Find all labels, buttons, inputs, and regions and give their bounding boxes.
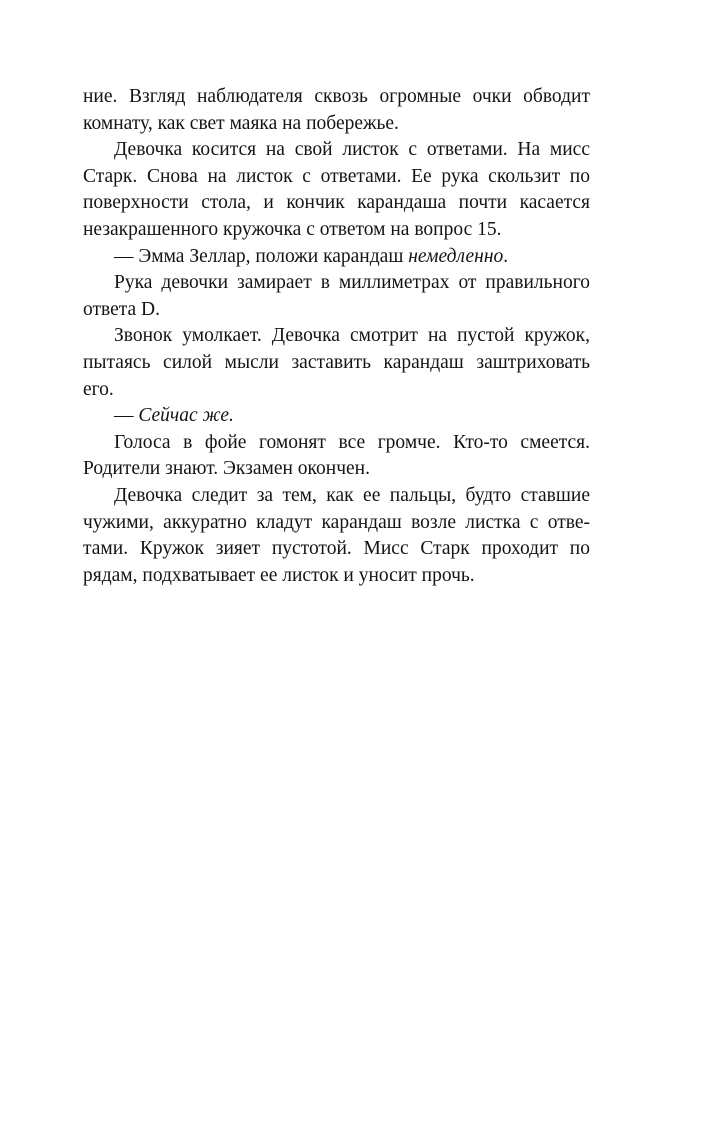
- text-run: ние. Взгляд наблюдателя сквозь огромные очки обводит: [83, 86, 590, 107]
- text-line: [83, 164, 590, 191]
- italic-text: Сейчас же.: [138, 405, 234, 427]
- text-line: [83, 350, 590, 377]
- paragraph: [83, 244, 590, 271]
- text-line: [83, 111, 590, 138]
- text-line: [83, 244, 590, 271]
- text-run: Девочка следит за тем, как ее пальцы, будто ставшие: [114, 484, 590, 506]
- text-run: ответа D.: [83, 298, 161, 320]
- text-run: поверхности стола, и кончик карандаша почти касается: [83, 192, 590, 214]
- text-line: [83, 563, 590, 590]
- text-line: [83, 217, 590, 244]
- text-line: [83, 297, 590, 324]
- paragraph: [83, 137, 590, 243]
- page-text: [83, 84, 590, 589]
- text-line: [83, 270, 590, 297]
- text-run: комнату, как свет маяка на побережье.: [83, 112, 399, 134]
- text-run: .: [503, 245, 509, 267]
- paragraph: [83, 403, 590, 430]
- text-run: его.: [83, 378, 114, 400]
- text-run: — Эмма Зеллар, положи карандаш: [114, 245, 409, 267]
- text-run: Старк. Снова на листок с ответами. Ее рука скользит по: [83, 165, 590, 187]
- text-line: [83, 456, 590, 483]
- paragraph: [83, 483, 590, 589]
- text-run: пытаясь силой мысли заставить карандаш заштриховать: [83, 351, 590, 373]
- text-run: Девочка косится на свой листок с ответами. На мисс: [114, 139, 590, 161]
- text-run: рядам, подхватывает ее листок и уносит прочь.: [83, 564, 475, 586]
- paragraph: [83, 84, 590, 137]
- text-run: чужими, аккуратно кладут карандаш возле листка с отве-: [83, 511, 590, 533]
- paragraph: [83, 323, 590, 403]
- text-run: Голоса в фойе гомонят все громче. Кто-то смеется.: [114, 431, 590, 453]
- text-line: [83, 377, 590, 404]
- text-run: незакрашенного кружочка с ответом на вопрос 15.: [83, 218, 502, 240]
- text-line: [83, 483, 590, 510]
- text-run: тами. Кружок зияет пустотой. Мисс Старк проходит по: [83, 538, 590, 560]
- text-run: Родители знают. Экзамен окончен.: [83, 458, 370, 480]
- text-run: Звонок умолкает. Девочка смотрит на пустой кружок,: [114, 325, 590, 347]
- paragraph: [83, 430, 590, 483]
- text-line: [83, 536, 590, 563]
- text-line: [83, 510, 590, 537]
- text-line: [83, 84, 590, 111]
- text-line: [83, 137, 590, 164]
- paragraph: [83, 270, 590, 323]
- text-line: [83, 403, 590, 430]
- text-line: [83, 430, 590, 457]
- text-run: —: [114, 405, 139, 427]
- text-line: [83, 190, 590, 217]
- text-line: [83, 323, 590, 350]
- italic-text: немедленно: [408, 245, 504, 267]
- text-run: Рука девочки замирает в миллиметрах от правильного: [114, 272, 590, 294]
